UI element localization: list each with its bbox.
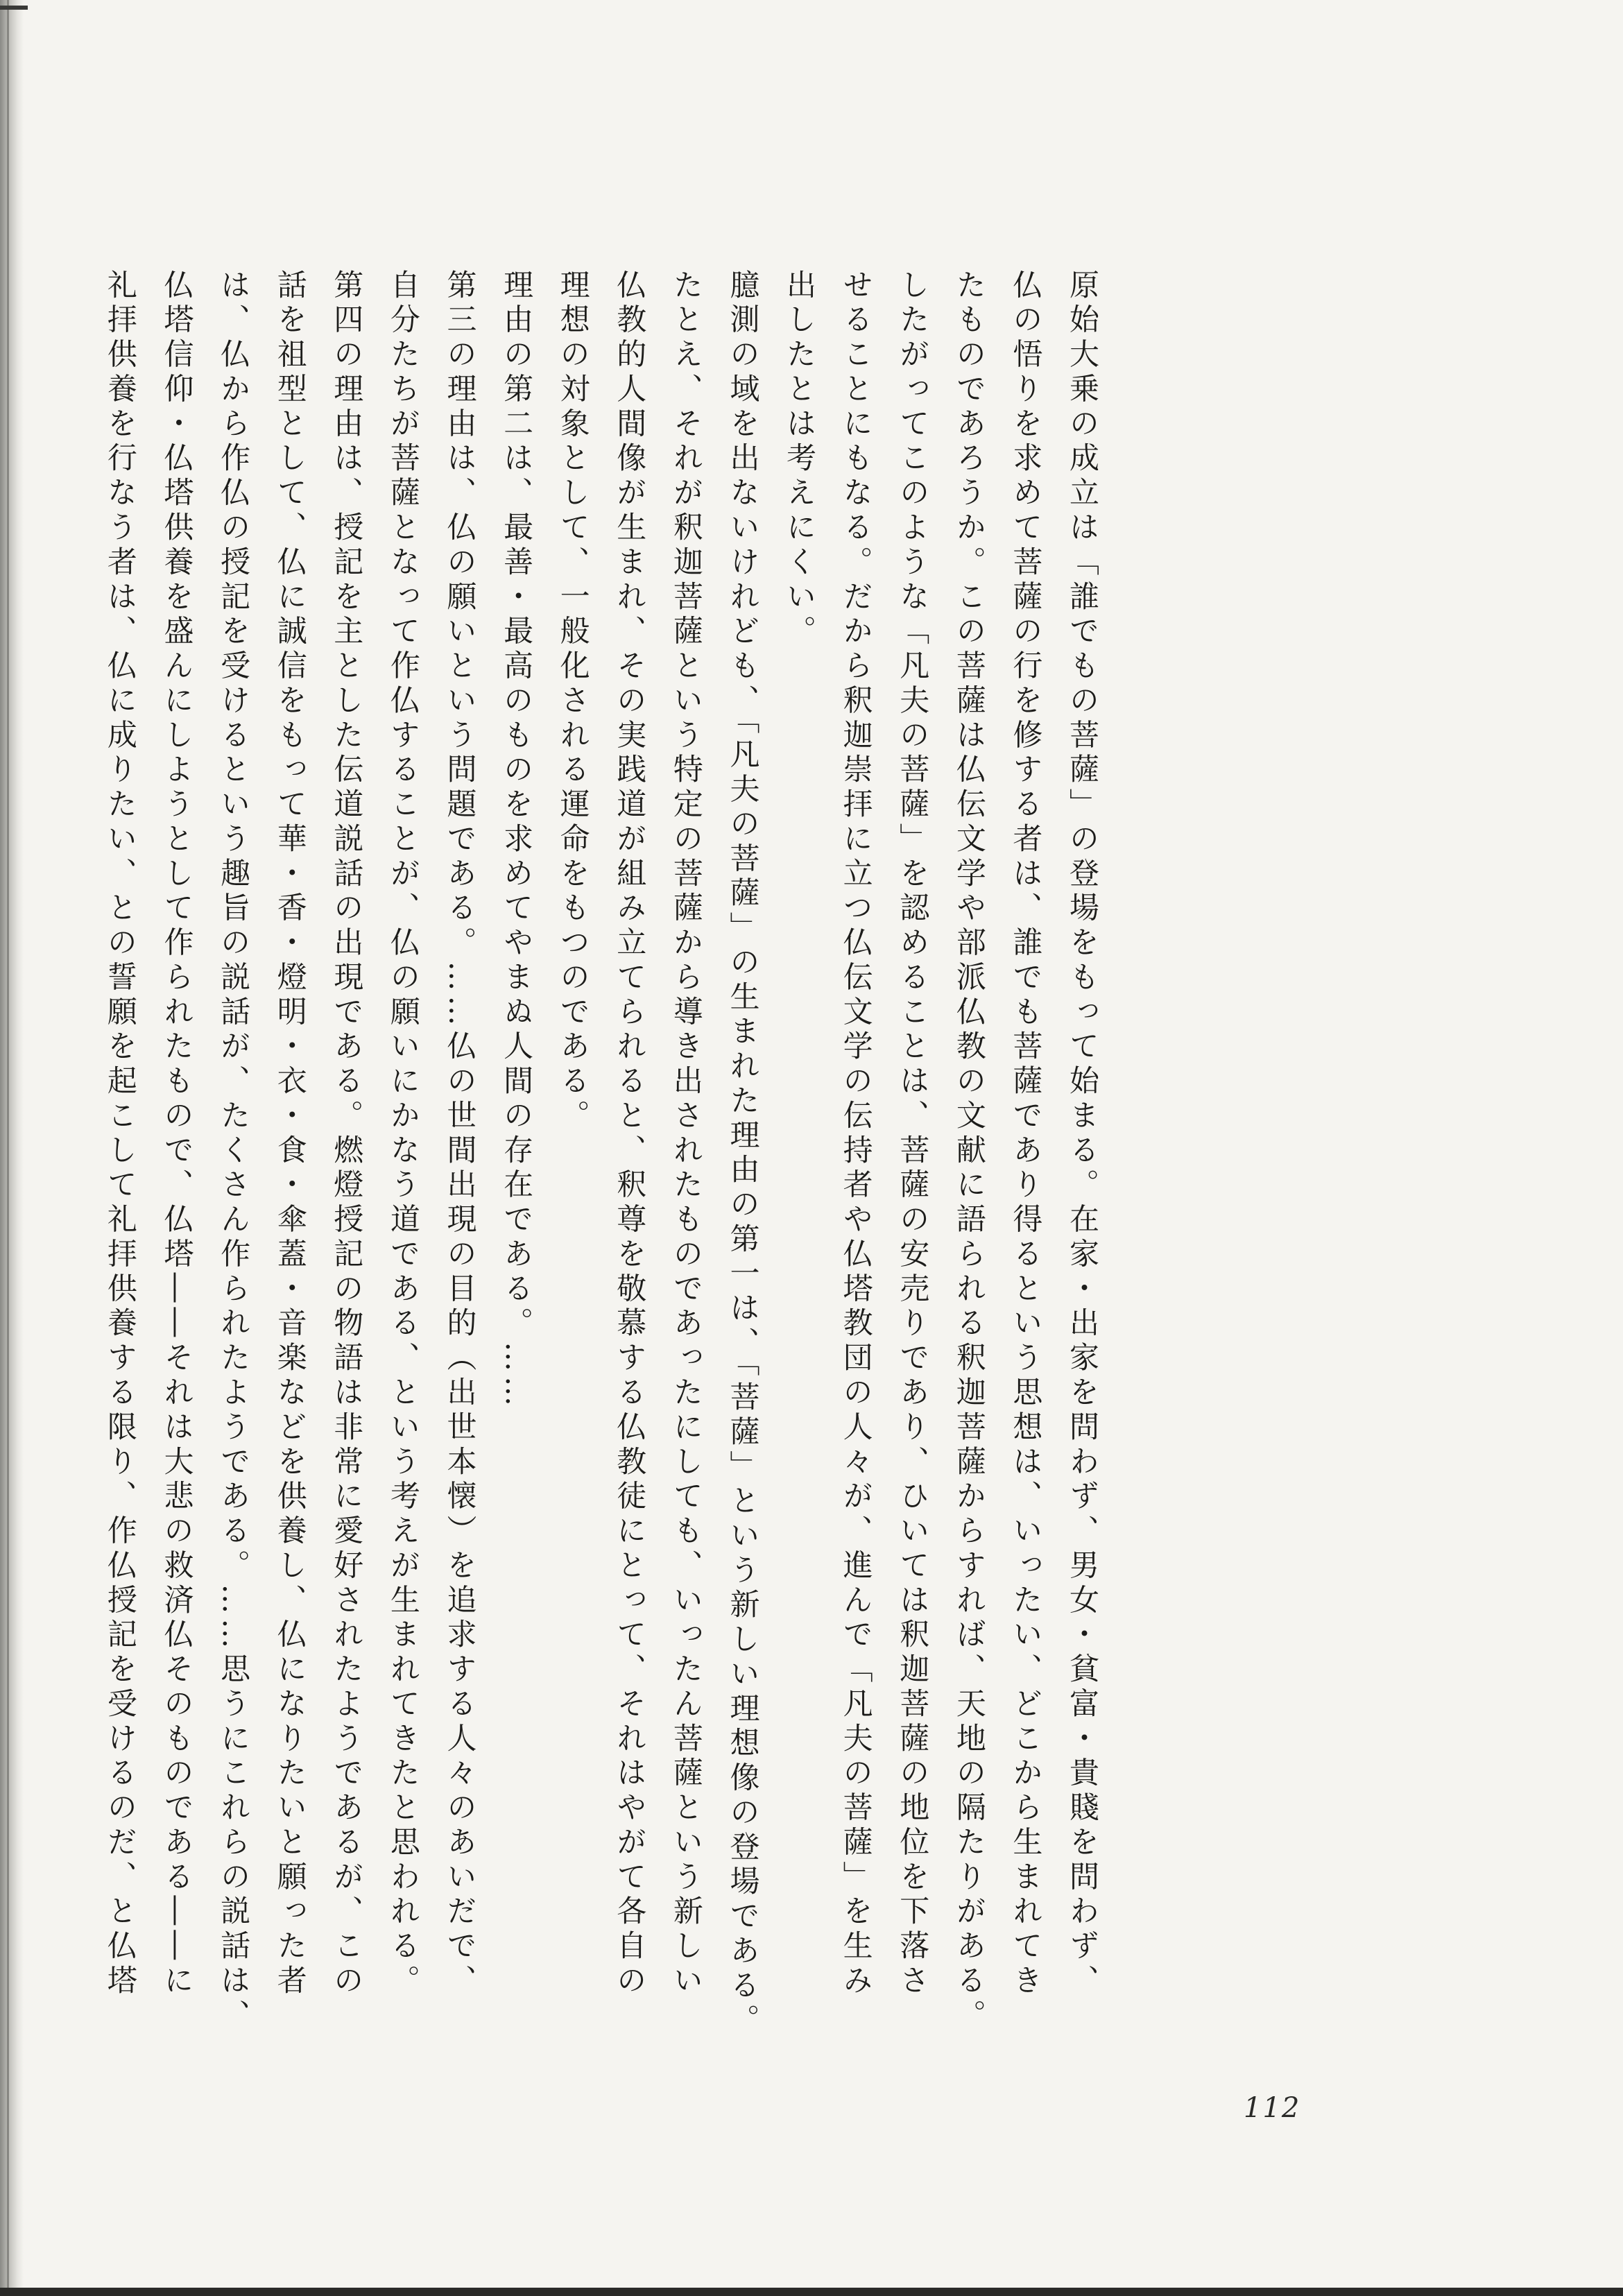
text-line: たものであろうか。この菩薩は仏伝文学や部派仏教の文献に語られる釈迦菩薩からすれば、天地の隔たりがある。: [951, 269, 986, 2034]
text-line: 仏の悟りを求めて菩薩の行を修する者は、誰でも菩薩であり得るという思想は、いったい、どこから生まれてき: [1008, 269, 1043, 1999]
page-number: 112: [1244, 2092, 1301, 2124]
text-line: は、仏から作仏の授記を受けるという趣旨の説話が、たくさん作られたようである。……思うにこれらの説話は、: [216, 269, 251, 2034]
vertical-text-block: [102, 269, 1110, 2039]
text-line: 仏教的人間像が生まれ、その実践道が組み立てられると、釈尊を敬慕する仏教徒にとって、それはやがて各自の: [612, 269, 647, 1999]
text-line: たとえ、それが釈迦菩薩という特定の菩薩から導き出されたものであったにしても、いったん菩薩という新しい: [668, 269, 703, 1999]
text-line: 理由の第二は、最善・最高のものを求めてやまぬ人間の存在である。……: [499, 269, 534, 1412]
binding-edge: [7, 0, 9, 2296]
text-line: 礼拝供養を行なう者は、仏に成りたい、との誓願を起こして礼拝供養する限り、作仏授記を受けるのだ、と仏塔: [102, 269, 137, 1999]
text-line: 仏塔信仰・仏塔供養を盛んにしようとして作られたもので、仏塔――それは大悲の救済仏そのものである――に: [159, 269, 194, 1999]
text-line: 原始大乗の成立は「誰でもの菩薩」の登場をもって始まる。在家・出家を問わず、男女・貧富・貴賤を問わず、: [1065, 269, 1099, 1999]
text-line: せることにもなる。だから釈迦崇拝に立つ仏伝文学の伝持者や仏塔教団の人々が、進んで「凡夫の菩薩」を生み: [838, 269, 873, 1999]
text-line: 第四の理由は、授記を主とした伝道説話の出現である。燃燈授記の物語は非常に愛好されたようであるが、この: [329, 269, 364, 1999]
text-line: 第三の理由は、仏の願いという問題である。……仏の世間出現の目的（出世本懐）を追求する人々のあいだで、: [442, 269, 477, 1999]
text-line: したがってこのような「凡夫の菩薩」を認めることは、菩薩の安売りであり、ひいては釈迦菩薩の地位を下落さ: [895, 269, 930, 1999]
text-line: 理想の対象として、一般化される運命をもつのである。: [555, 269, 590, 1134]
text-line: 臆測の域を出ないけれども、「凡夫の菩薩」の生まれた理由の第一は、「菩薩」という新しい理想像の登場である。: [725, 269, 760, 2039]
binding-shadow: [0, 0, 24, 2296]
text-line: 自分たちが菩薩となって作仏することが、仏の願いにかなう道である、という考えが生まれてきたと思われる。: [385, 269, 420, 1999]
binding-mark: [0, 6, 28, 10]
text-line: 話を祖型として、仏に誠信をもって華・香・燈明・衣・食・傘蓋・音楽などを供養し、仏になりたいと願った者: [272, 269, 307, 1999]
bottom-edge-rule: [0, 2288, 1623, 2296]
text-line: 出したとは考えにくい。: [782, 269, 817, 650]
